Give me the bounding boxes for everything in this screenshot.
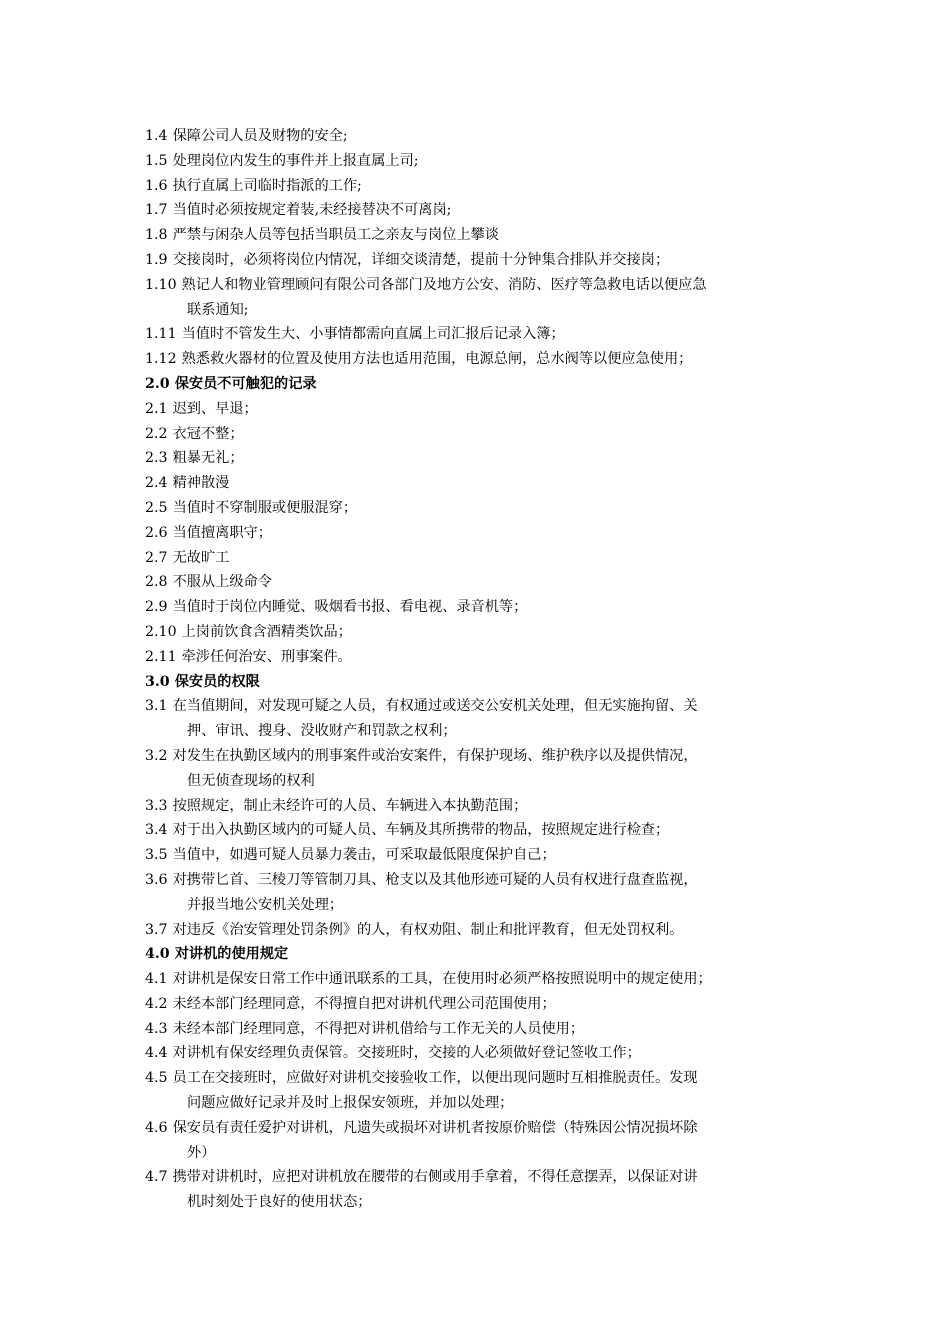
list-item	[145, 818, 813, 843]
item-text: 保安员有责任爱护对讲机，凡遗失或损坏对讲机者按原价赔偿（特殊因公情况损坏除	[172, 1119, 698, 1136]
list-item	[145, 198, 813, 223]
list-item	[145, 1066, 813, 1116]
list-item-line	[145, 174, 813, 199]
item-number: 1.12	[145, 351, 177, 368]
item-text: 当值时不穿制服或便服混穿；	[172, 499, 358, 516]
list-item	[145, 149, 813, 174]
item-text: 牵涉任何治安、刑事案件。	[181, 648, 352, 665]
item-number: 2.6	[145, 524, 168, 541]
item-text: 粗暴无礼；	[172, 450, 244, 467]
list-item	[145, 694, 813, 744]
list-item-line	[145, 422, 813, 447]
item-text: 员工在交接班时，应做好对讲机交接验收工作，以便出现问题时互相推脱责任。发现	[172, 1070, 698, 1087]
item-text: 处理岗位内发生的事件并上报直属上司;	[172, 152, 419, 169]
list-item	[145, 124, 813, 149]
item-text: 对讲机有保安经理负责保管。交接班时，交接的人必须做好登记签收工作；	[172, 1045, 641, 1062]
item-number: 1.4	[145, 128, 168, 144]
list-item	[145, 1041, 813, 1066]
list-item	[145, 397, 813, 422]
list-item-line	[145, 694, 813, 719]
item-number: 4.3	[145, 1020, 168, 1037]
list-item-line	[145, 198, 813, 223]
item-number: 3.4	[145, 822, 168, 839]
item-text: 保障公司人员及财物的安全;	[172, 128, 348, 144]
list-item	[145, 967, 813, 992]
item-text: 当值时于岗位内睡觉、吸烟看书报、看电视、录音机等；	[172, 599, 528, 616]
item-number: 2.10	[145, 623, 177, 640]
list-item	[145, 347, 813, 372]
item-text: 上岗前饮食含酒精类饮品；	[181, 623, 352, 640]
list-item	[145, 1017, 813, 1042]
list-item	[145, 273, 813, 323]
item-number: 2.1	[145, 400, 168, 417]
item-number: 1.6	[145, 177, 168, 194]
item-text: 对违反《治安管理处罚条例》的人，有权劝阻、制止和批评教育，但无处罚权利。	[172, 921, 684, 938]
list-item-line	[145, 521, 813, 546]
list-item-line	[145, 1017, 813, 1042]
item-number: 4.4	[145, 1045, 168, 1062]
item-text: 当值擅离职守；	[172, 524, 272, 541]
item-number: 4.1	[145, 971, 168, 988]
item-number: 3.5	[145, 847, 168, 864]
list-item	[145, 174, 813, 199]
list-item-line	[145, 818, 813, 843]
item-text: 对于出入执勤区域内的可疑人员、车辆及其所携带的物品，按照规定进行检查；	[172, 822, 670, 839]
list-item-line	[145, 397, 813, 422]
item-number: 3.2	[145, 747, 168, 764]
item-number: 3.6	[145, 871, 168, 888]
list-item-line	[145, 967, 813, 992]
item-text-continuation: 押、审讯、搜身、没收财产和罚款之权利；	[187, 723, 457, 740]
list-item	[145, 620, 813, 645]
item-text: 对携带匕首、三棱刀等管制刀具、枪支以及其他形迹可疑的人员有权进行盘查监视，	[172, 871, 698, 888]
item-text: 对讲机是保安日常工作中通讯联系的工具，在使用时必须严格按照说明中的规定使用；	[172, 971, 712, 988]
item-text: 无故旷工	[172, 549, 230, 566]
section-heading	[145, 670, 813, 695]
item-number: 1.8	[145, 227, 168, 244]
list-item-line	[145, 1116, 813, 1141]
list-item	[145, 843, 813, 868]
item-number: 2.4	[145, 475, 168, 492]
list-item	[145, 496, 813, 521]
item-text-continuation: 并报当地公安机关处理；	[187, 896, 344, 913]
section-title: 对讲机的使用规定	[174, 946, 289, 963]
item-text: 交接岗时，必须将岗位内情况，详细交谈清楚，提前十分钟集合排队并交接岗；	[172, 251, 670, 268]
list-item-line	[145, 546, 813, 571]
item-text: 携带对讲机时，应把对讲机放在腰带的右侧或用手拿着，不得任意摆弄，以保证对讲	[172, 1169, 698, 1186]
item-text: 精神散漫	[172, 475, 230, 492]
document-body	[145, 124, 813, 1215]
item-number: 2.11	[145, 648, 177, 665]
list-item-line	[145, 744, 813, 769]
item-text: 衣冠不整；	[172, 425, 244, 442]
item-number: 1.11	[145, 326, 177, 343]
item-text: 当值时必须按规定着装,未经接替决不可离岗;	[172, 202, 452, 219]
list-item	[145, 868, 813, 918]
item-number: 3.3	[145, 797, 168, 814]
item-number: 3.1	[145, 698, 168, 715]
list-item	[145, 1165, 813, 1215]
section-number: 3.0	[145, 673, 170, 690]
item-number: 2.5	[145, 499, 168, 516]
item-number: 2.9	[145, 599, 168, 616]
list-item	[145, 1116, 813, 1166]
item-text: 执行直属上司临时指派的工作;	[172, 177, 362, 194]
list-item	[145, 322, 813, 347]
list-item-line	[145, 843, 813, 868]
list-item	[145, 546, 813, 571]
item-number: 1.10	[145, 276, 177, 293]
item-text-continuation: 问题应做好记录并及时上报保安领班，并加以处理；	[187, 1095, 514, 1112]
list-item-line	[145, 595, 813, 620]
item-number: 4.6	[145, 1119, 168, 1136]
item-text-continuation: 但无侦查现场的权利	[187, 772, 315, 789]
item-text: 熟悉救火器材的位置及使用方法也适用范围，电源总闸，总水阀等以便应急使用；	[181, 351, 693, 368]
list-item-line	[145, 273, 813, 298]
item-text: 未经本部门经理同意，不得把对讲机借给与工作无关的人员使用；	[172, 1020, 585, 1037]
item-number: 1.5	[145, 152, 168, 169]
item-number: 2.8	[145, 574, 168, 591]
list-item-line	[145, 992, 813, 1017]
list-item	[145, 248, 813, 273]
list-item	[145, 521, 813, 546]
list-item-line	[145, 1066, 813, 1091]
section-title: 保安员的权限	[174, 673, 260, 690]
list-item-line	[145, 496, 813, 521]
item-number: 1.7	[145, 202, 168, 219]
section-title: 保安员不可触犯的记录	[174, 375, 317, 392]
list-item	[145, 595, 813, 620]
list-item-line	[145, 620, 813, 645]
list-item	[145, 471, 813, 496]
list-item-line	[145, 149, 813, 174]
list-item-line	[145, 1041, 813, 1066]
item-text: 当值中，如遇可疑人员暴力袭击，可采取最低限度保护自己；	[172, 847, 556, 864]
item-text: 迟到、早退；	[172, 400, 258, 417]
item-number: 4.7	[145, 1169, 168, 1186]
item-number: 2.2	[145, 425, 168, 442]
item-text: 熟记人和物业管理顾问有限公司各部门及地方公安、消防、医疗等急救电话以便应急	[181, 276, 707, 293]
item-text: 未经本部门经理同意，不得擅自把对讲机代理公司范围使用；	[172, 995, 556, 1012]
list-item-line	[145, 918, 813, 943]
list-item	[145, 918, 813, 943]
item-text: 对发生在执勤区域内的刑事案件或治安案件，有保护现场、维护秩序以及提供情况，	[172, 747, 698, 764]
list-item-line	[145, 570, 813, 595]
section-number: 2.0	[145, 375, 170, 392]
list-item-line	[145, 645, 813, 670]
list-item	[145, 794, 813, 819]
list-item-line	[145, 248, 813, 273]
list-item-line	[145, 446, 813, 471]
item-number: 2.7	[145, 549, 168, 566]
section-heading	[145, 372, 813, 397]
list-item	[145, 446, 813, 471]
list-item-line	[145, 471, 813, 496]
list-item-line	[145, 1165, 813, 1190]
list-item	[145, 645, 813, 670]
section-heading	[145, 942, 813, 967]
item-text: 按照规定，制止未经许可的人员、车辆进入本执勤范围；	[172, 797, 528, 814]
item-text: 当值时不管发生大、小事情都需向直属上司汇报后记录入簿；	[181, 326, 565, 343]
item-text-continuation: 联系通知;	[187, 301, 249, 318]
list-item	[145, 422, 813, 447]
list-item	[145, 744, 813, 794]
item-text: 在当值期间，对发现可疑之人员，有权通过或送交公安机关处理，但无实施拘留、关	[172, 698, 698, 715]
list-item	[145, 223, 813, 248]
item-text-continuation: 机时刻处于良好的使用状态；	[187, 1194, 372, 1211]
item-text: 严禁与闲杂人员等包括当职员工之亲友与岗位上攀谈	[172, 227, 499, 244]
list-item-line	[145, 868, 813, 893]
list-item	[145, 992, 813, 1017]
section-number: 4.0	[145, 946, 170, 963]
item-number: 3.7	[145, 921, 168, 938]
list-item-line	[145, 347, 813, 372]
item-number: 4.2	[145, 995, 168, 1012]
item-text-continuation: 外）	[187, 1144, 216, 1161]
list-item-line	[145, 322, 813, 347]
item-number: 1.9	[145, 251, 168, 268]
list-item	[145, 570, 813, 595]
item-number: 4.5	[145, 1070, 168, 1087]
list-item-line	[145, 124, 813, 149]
item-number: 2.3	[145, 450, 168, 467]
item-text: 不服从上级命令	[172, 574, 272, 591]
list-item-line	[145, 223, 813, 248]
list-item-line	[145, 794, 813, 819]
